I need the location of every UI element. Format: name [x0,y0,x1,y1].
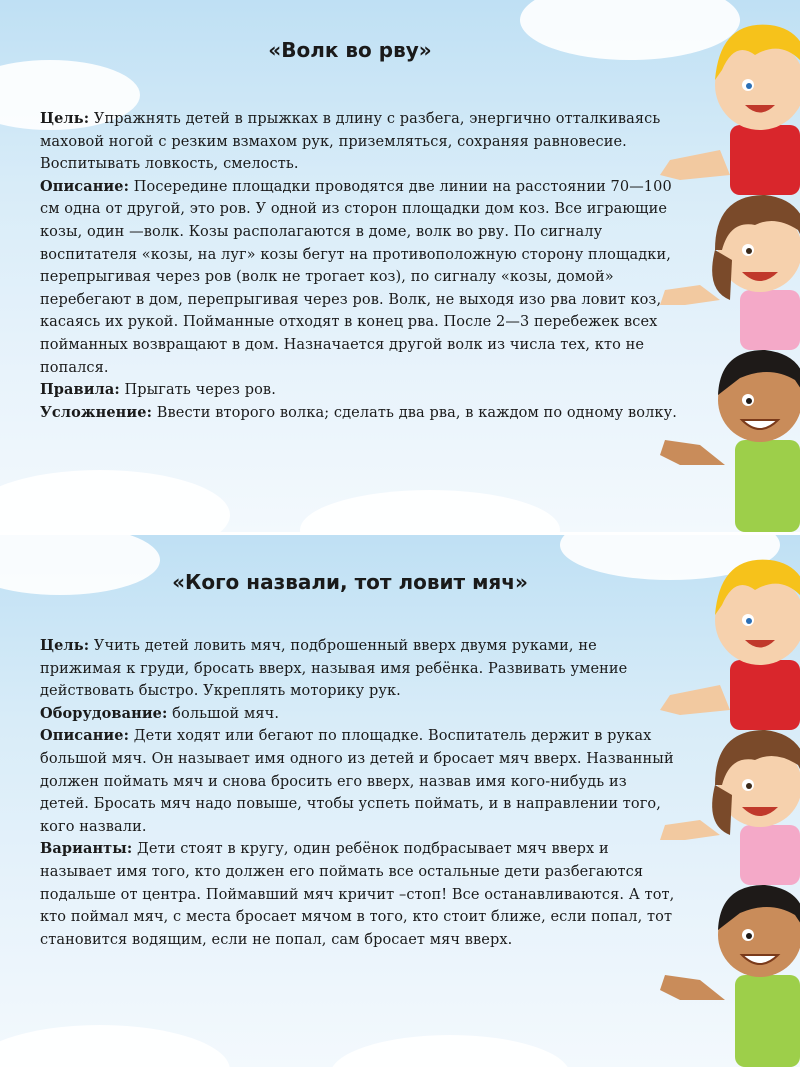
description-paragraph: Описание: Посередине площадки проводятся две линии на расстоянии 70—100 см одна от другой, это ров. У одной из сторон площадки дом коз. Все играющие козы, один —волк. Козы располагаются в доме, волк во рву. По сигналу воспитателя «козы, на луг» козы бегут на противоположную сторону площадки, перепрыгивая через ров (волк не трогает коз), по сигналу «козы, домой» перебегают в дом, перепрыгивая через ров. Волк, не выходя изо рва ловит коз, касаясь их рукой. Пойманные отходят в конец рва. После 2—3 перебежек всех пойманных возвращают в дом. Назначается другой волк из числа тех, кто не попался. [40,177,672,376]
game-title: «Волк во рву» [268,38,432,62]
slide-kogo-nazvali [0,535,800,1067]
cartoon-children-icon [660,0,800,532]
description-paragraph: Описание: Дети ходят или бегают по площадке. Воспитатель держит в руках большой мяч. Он называет имя одного из детей и бросает мяч вверх. Названный должен поймать мяч и снова бросить его вверх, назвав имя кого-нибудь из детей. Бросать мяч надо повыше, чтобы успеть поймать, и в направлении того, кого назвали. [40,727,674,835]
equipment-paragraph: Оборудование: большой мяч. [40,704,280,722]
cloud [0,470,230,532]
complication-paragraph: Усложнение: Ввести второго волка; сделать два рва, в каждом по одному волку. [40,403,677,421]
slide-volk-vo-rvu [0,0,800,532]
rules-paragraph: Правила: Прыгать через ров. [40,381,276,399]
goal-paragraph: Цель: Учить детей ловить мяч, подброшенный вверх двумя руками, не прижимая к груди, бросать вверх, называя имя ребёнка. Развивать умение действовать быстро. Укреплять моторику рук. [40,637,628,700]
game-title: «Кого назвали, тот ловит мяч» [172,570,528,594]
cloud [0,1025,230,1067]
cloud [330,1035,570,1067]
kids-illustration [660,0,800,532]
variants-paragraph: Варианты: Дети стоят в кругу, один ребёнок подбрасывает мяч вверх и называет имя того, кто должен его поймать все остальные дети разбегаются подальше от центра. Поймавший мяч кричит –стоп! Все останавливаются. А тот, кто поймал мяч, с места бросает мячом в того, кто стоит ближе, если попал, тот становится водящим, если не попал, сам бросает мяч вверх. [40,840,675,948]
goal-paragraph: Цель: Упражнять детей в прыжках в длину с разбега, энергично отталкиваясь маховой ногой с резким взмахом рук, приземляться, сохраняя равновесие. Воспитывать ловкость, смелость. [40,110,661,173]
game-description [40,635,680,951]
kids-illustration [660,535,800,1067]
game-description [40,108,680,424]
cartoon-children-icon [660,535,800,1067]
cloud [300,490,560,532]
